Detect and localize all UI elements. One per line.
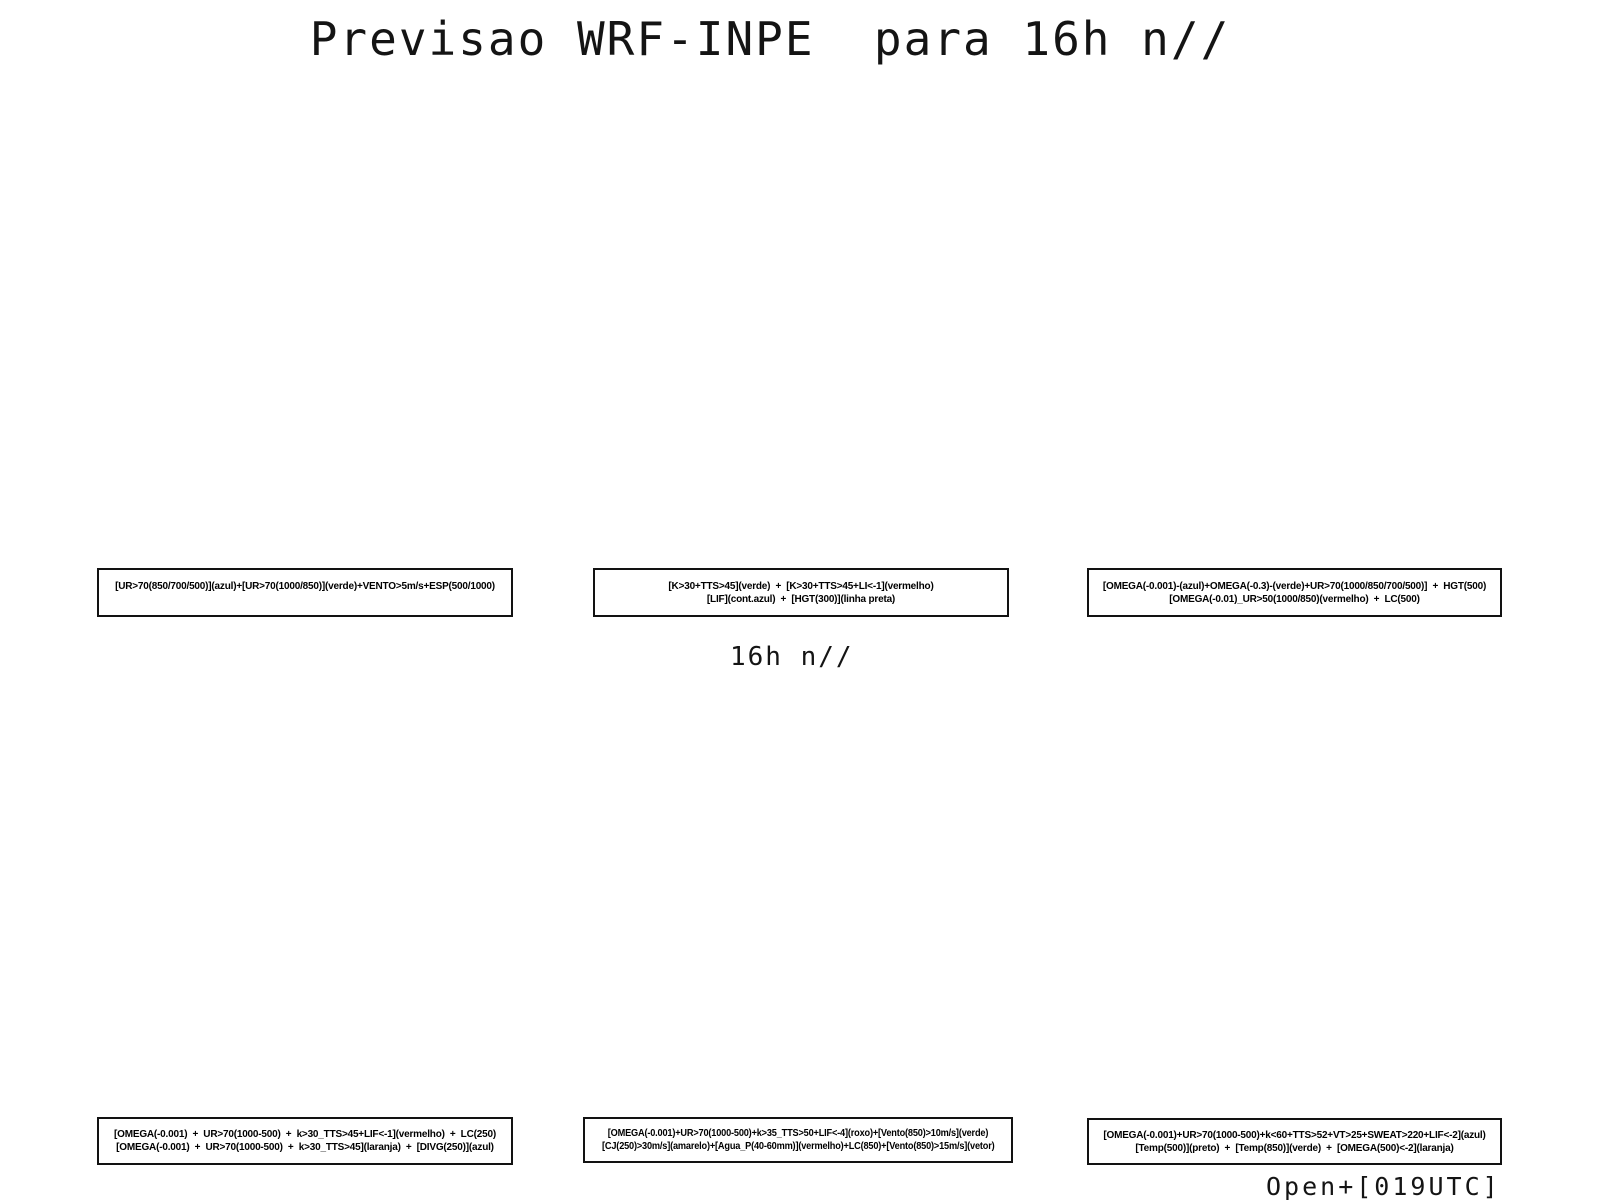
legend-box-bottom-left [97, 1117, 513, 1165]
figure-title: Previsao WRF-INPE para 16h n// [309, 12, 1231, 66]
legend-box-bottom-center [583, 1117, 1013, 1163]
footer-open-utc-label: Open+[019UTC] [1266, 1172, 1501, 1200]
legend-line [99, 593, 511, 606]
legend-box-top-left [97, 568, 513, 617]
legend-line: [Temp(500)](preto) + [Temp(850)](verde) + [OMEGA(500)<-2](laranja) [1135, 1142, 1454, 1154]
center-time-label: 16h n// [730, 642, 854, 672]
legend-line: [OMEGA(-0.01)_UR>50(1000/850)(vermelho) + LC(500) [1169, 593, 1420, 605]
legend-line: [OMEGA(-0.001)+UR>70(1000-500)+k>35_TTS>50+LIF<-4](roxo)+[Vento(850)>10m/s](verde) [607, 1128, 989, 1139]
legend-line: [CJ(250)>30m/s](amarelo)+[Agua_P(40-60mm)](vermelho)+LC(850)+[Vento(850)>15m/s](vetor) [602, 1141, 995, 1152]
legend-line: [OMEGA(-0.001) + UR>70(1000-500) + k>30_TTS>45+LIF<-1](vermelho) + LC(250) [114, 1129, 496, 1140]
legend-line: [UR>70(850/700/500)](azul)+[UR>70(1000/850)](verde)+VENTO>5m/s+ESP(500/1000) [115, 580, 495, 592]
legend-box-top-right [1087, 568, 1502, 617]
legend-line: [K>30+TTS>45](verde) + [K>30+TTS>45+LI<-1](vermelho) [668, 580, 934, 592]
legend-line: [OMEGA(-0.001)-(azul)+OMEGA(-0.3)-(verde)+UR>70(1000/850/700/500)] + HGT(500) [1102, 580, 1487, 592]
legend-line: [OMEGA(-0.001)+UR>70(1000-500)+k<60+TTS>52+VT>25+SWEAT>220+LIF<-2](azul) [1103, 1129, 1486, 1141]
legend-line: [OMEGA(-0.001) + UR>70(1000-500) + k>30_TTS>45](laranja) + [DIVG(250)](azul) [116, 1142, 494, 1153]
legend-box-bottom-right [1087, 1118, 1502, 1165]
legend-box-top-center [593, 568, 1009, 617]
legend-line: [LIF](cont.azul) + [HGT(300)](linha preta) [706, 593, 896, 605]
